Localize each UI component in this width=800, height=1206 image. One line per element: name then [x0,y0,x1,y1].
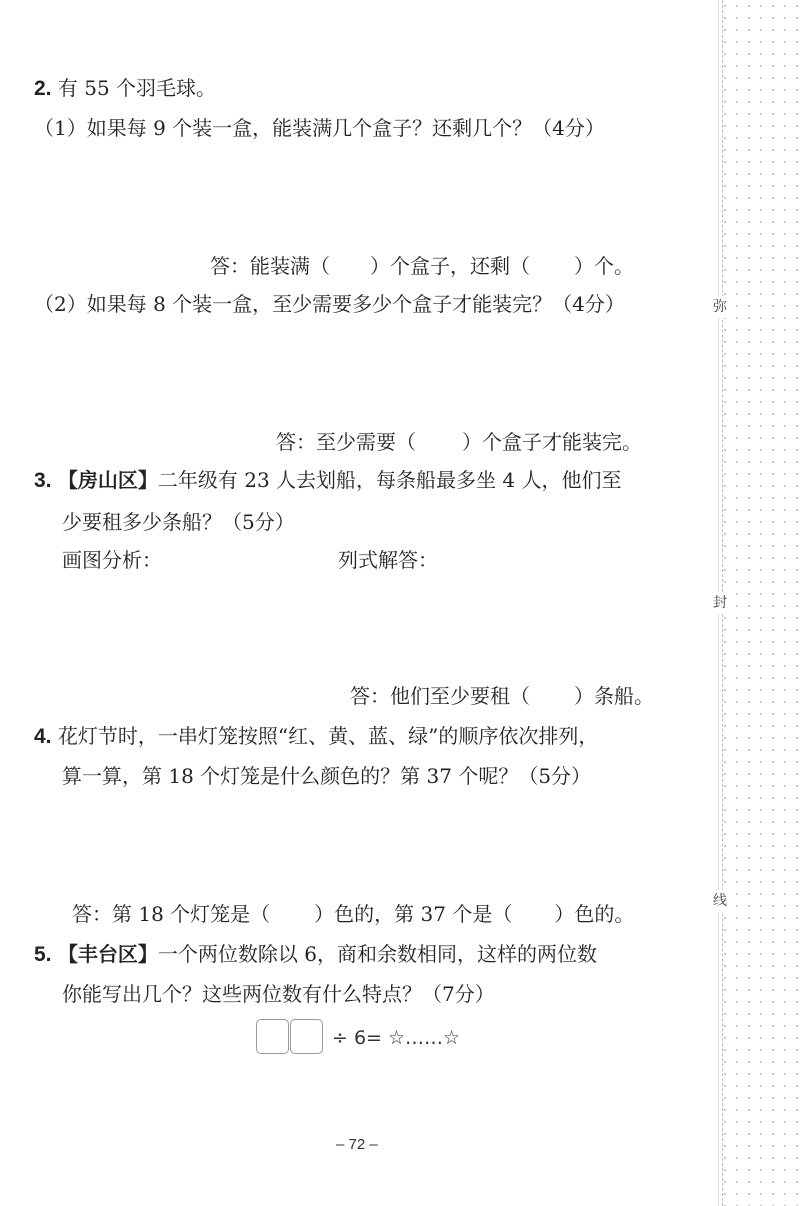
q3-answer [350,682,654,710]
q3-stem-1: 二年级有 23 人去划船，每条船最多坐 4 人，他们至 [157,468,622,492]
binding-mark-feng: 封 [709,592,731,614]
q2-stem: 有 55 个羽毛球。 [57,76,217,100]
q3-number: 3. [34,469,52,492]
q4-answer-b: ）色的，第 37 个是（ [314,902,513,926]
q3-draw-label: 画图分析： [62,548,162,572]
q2-answer2-a: 答：至少需要（ [276,430,416,454]
q3-stem-line2: 少要租多少条船？（5分） [62,510,295,534]
q5-stem-line1 [34,940,597,969]
q4-stem-1: 花灯节时，一串灯笼按照“红、黄、蓝、绿”的顺序依次排列， [57,724,599,748]
q4-answer-a: 答：第 18 个灯笼是（ [72,902,271,926]
q2-stem-line [34,74,216,103]
q2-answer1-a: 答：能装满（ [210,254,330,278]
q3-solve-label: 列式解答： [338,548,438,572]
q2-answer2 [276,428,642,456]
q5-stem-1: 一个两位数除以 6，商和余数相同，这样的两位数 [157,942,597,966]
tens-digit-box[interactable] [256,1019,289,1054]
q2-answer1-b: ）个盒子，还剩（ [370,254,530,278]
q5-stem-line2: 你能写出几个？这些两位数有什么特点？（7分） [62,982,495,1006]
page-number: – 72 – [336,1136,378,1153]
q3-answer-b: ）条船。 [574,684,654,708]
q2-part2: （2）如果每 8 个装一盒，至少需要多少个盒子才能装完？（4分） [34,292,625,316]
q5-number: 5. [34,943,52,966]
ones-digit-box[interactable] [290,1019,323,1054]
q3-answer-a: 答：他们至少要租（ [350,684,530,708]
q4-stem-line1 [34,722,598,751]
binding-mark-mi: 弥 [709,296,731,318]
q5-formula: ÷ 6= ☆……☆ [332,1027,461,1049]
q4-answer-c: ）色的。 [554,902,635,926]
binding-mark-xian: 线 [709,890,731,912]
q2-part1: （1）如果每 9 个装一盒，能装满几个盒子？还剩几个？（4分） [34,116,605,140]
q4-answer [72,900,634,928]
q2-number: 2. [34,77,52,100]
q2-answer1 [210,252,634,280]
q5-district-tag: 【丰台区】 [57,942,158,966]
q3-stem-line1 [34,466,621,495]
q3-district-tag: 【房山区】 [57,468,158,492]
q4-number: 4. [34,725,52,748]
q2-answer2-b: ）个盒子才能装完。 [462,430,642,454]
q2-answer1-c: ）个。 [574,254,634,278]
q4-stem-line2: 算一算，第 18 个灯笼是什么颜色的？第 37 个呢？（5分） [62,764,592,788]
